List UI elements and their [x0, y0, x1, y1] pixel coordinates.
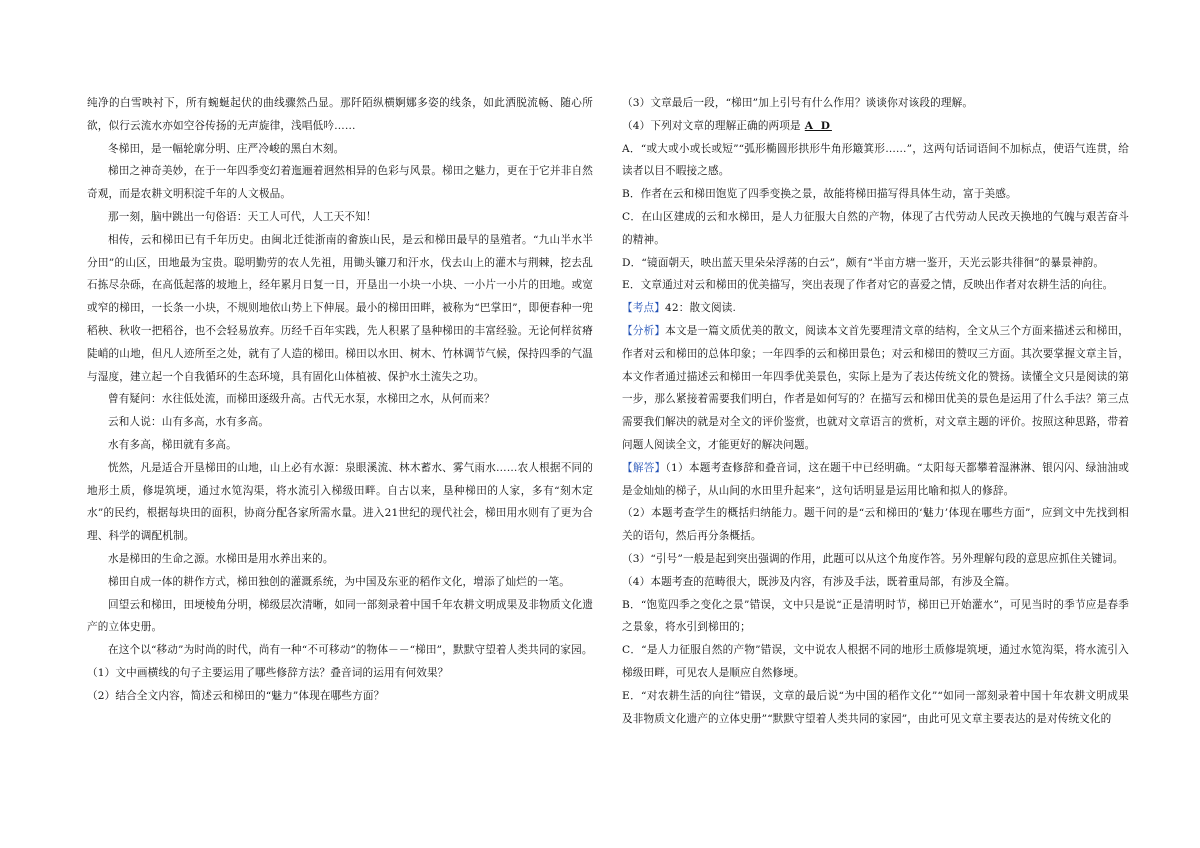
option-b: B．作者在云和梯田饱览了四季变换之景，故能将梯田描写得具体生动，富于美感。: [622, 188, 1017, 201]
paragraph: 水是梯田的生命之源。水梯田是用水养出来的。: [108, 552, 334, 565]
paragraph: 恍然，凡是适合开垦梯田的山地，山上必有水源：泉眼溪流、林木蓄水、雾气雨水……农人根据不同的地形土质，修堤筑埂，通过水笕沟渠，将水流引入梯级田畔。自古以来，垦种梯田的人家，多有“刻木定水”的民约，根据每块田的面积，协商分配各家所需水量。进入21世纪的现代社会，梯田用水则有了更为合理、科学的调配机制。: [87, 461, 593, 543]
answer-4: （4）本题考查的范畴很大，既涉及内容，有涉及手法，既着重局部，有涉及全篇。: [622, 575, 1016, 588]
question-1: （1）文中画横线的句子主要运用了哪些修辞方法？叠音词的运用有何效果？: [87, 666, 449, 679]
paragraph: 曾有疑问：水往低处流，而梯田逐级升高。古代无水泵，水梯田之水，从何而来？: [108, 393, 495, 406]
question-3: （3）文章最后一段，“梯田”加上引号有什么作用？谈谈你对该段的理解。: [622, 97, 974, 109]
answer-3: （3）“引号”一般是起到突出强调的作用，此题可以从这个角度作答。另外理解句段的意思应抓住关键词。: [622, 552, 1124, 565]
left-column: [87, 92, 593, 708]
right-column: [622, 92, 1129, 730]
option-e: E．文章通过对云和梯田的优美描写，突出表现了作者对它的喜爱之情，反映出作者对农耕生活的向往。: [622, 279, 1114, 292]
paragraph: 云和人说：山有多高，水有多高。: [108, 416, 270, 429]
paragraph: 梯田之神奇美妙，在于一年四季变幻着迤逦着迥然相异的色彩与风景。梯田之魅力，更在于它并非自然奇观，而是农耕文明积淀千年的人文极品。: [87, 165, 593, 201]
jieda-section: [622, 457, 1129, 503]
answer-4-b: B．“饱览四季之变化之景”错误，文中只是说“正是清明时节，梯田已开始灌水”，可见当时的季节应是春季之景象，将水引到梯田的；: [622, 598, 1129, 634]
paragraph: 回望云和梯田，田埂棱角分明，梯级层次清晰，如同一部刻录着中国千年农耕文明成果及非物质文化遗产的立体史册。: [87, 598, 593, 634]
kaodian-text: 42：散文阅读.: [664, 302, 737, 315]
paragraph: 冬梯田，是一幅轮廓分明、庄严冷峻的黑白木刻。: [108, 142, 345, 155]
paragraph: 纯净的白雪映衬下，所有蜿蜒起伏的曲线骤然凸显。那阡陌纵横婀娜多姿的线条，如此洒脱流畅、随心所欲，似行云流水亦如空谷传扬的无声旋律，浅唱低吟……: [87, 97, 593, 132]
jieda-text: （1）本题考查修辞和叠音词，这在题干中已经明确。“太阳每天都攀着湿淋淋、银闪闪、绿油油或是金灿灿的梯子，从山间的水田里升起来”，这句话明显是运用比喻和拟人的修辞。: [622, 461, 1130, 497]
fenxi-section: [622, 320, 1129, 457]
jieda-tag: 【解答】: [622, 461, 666, 474]
paragraph: 那一刻，脑中跳出一句俗语：天工人可代，人工天不知！: [108, 210, 377, 223]
answer-2: （2）本题考查学生的概括归纳能力。题干问的是“云和梯田的‘魅力’体现在哪些方面”，应到文中先找到相关的语句，然后再分条概括。: [622, 507, 1129, 543]
question-4: [622, 115, 1129, 138]
answer-4-e: E．“对农耕生活的向往”错误，文章的最后说“为中国的稻作文化”“如同一部刻录着中国十年农耕文明成果及非物质文化遗产的立体史册”“默默守望着人类共同的家园”，由此可见文章主要表达的是对传统文化的: [622, 689, 1129, 725]
question-4-text: （4）下列对文章的理解正确的两项是: [622, 119, 801, 132]
option-a: A．“或大或小或长或短”“弧形椭圆形拱形牛角形簸箕形……”，这两句话词语间不加标点，使语气连贯，给读者以目不暇接之感。: [622, 142, 1129, 178]
paragraph: 在这个以“移动”为时尚的时代，尚有一种“不可移动”的物体－－“梯田”，默默守望着人类共同的家园。: [108, 644, 593, 657]
option-c: C．在山区建成的云和水梯田，是人力征服大自然的产物，体现了古代劳动人民改天换地的气魄与艰苦奋斗的精神。: [622, 210, 1129, 246]
answer-4-c: C．“是人力征服自然的产物”错误，文中说农人根据不同的地形土质修堤筑埂，通过水笕沟渠，将水流引入梯级田畔，可见农人是顺应自然修埂。: [622, 644, 1129, 679]
paragraph: 水有多高，梯田就有多高。: [108, 438, 237, 451]
kaodian-section: [622, 297, 1129, 320]
fenxi-text: 本文是一篇文质优美的散文，阅读本文首先要理清文章的结构，全文从三个方面来描述云和梯田，作者对云和梯田的总体印象；一年四季的云和梯田景色；对云和梯田的赞叹三方面。其次要掌握文章主旨，本文作者通过描述云和梯田一年四季优美景色，实际上是为了表达传统文化的赞扬。读懂全文只是阅读的第一步，那么紧接着需要我们明白，作者是如何写的？在描写云和梯田优美的景色是运用了什么手法？第三点需要我们解决的就是对全文的评价鉴赏，也就对文章语言的赏析，对文章主题的评价。按照这种思路，带着问题人阅读全文，才能更好的解决问题。: [622, 324, 1129, 451]
kaodian-tag: 【考点】: [622, 302, 665, 315]
option-d: D．“镜面朝天，映出蓝天里朵朵浮荡的白云”，颇有“半亩方塘一鉴开，天光云影共徘徊”的暴景神韵。: [622, 256, 1105, 269]
answer-blank: A D: [804, 119, 832, 132]
paragraph: 梯田自成一体的耕作方式，梯田独创的灌溉系统，为中国及东亚的稻作文化，增添了灿烂的一笔。: [108, 575, 570, 588]
question-2: （2）结合全文内容，简述云和梯田的“魅力”体现在哪些方面？: [87, 689, 385, 702]
paragraph: 相传，云和梯田已有千年历史。由闽北迁徙浙南的畲族山民，是云和梯田最早的垦殖者。“九山半水半分田”的山区，田地最为宝贵。聪明勤劳的农人先祖，用锄头镰刀和汗水，伐去山上的灌木与荆棘，挖去乱石拣尽杂砾，在高低起落的坡地上，经年累月日复一日，开垦出一小块一小块、一小片一小片的田地。或宽或窄的梯田，一长条一小块，不规则地依山势上下伸展。最小的梯田田畔，被称为“巴掌田”，即便春种一兜稻秧、秋收一把稻谷，也不会轻易放弃。历经千百年实践，先人积累了垦种梯田的丰富经验。无论何样贫瘠陡峭的山地，但凡人迹所至之处，就有了人造的梯田。梯田以水田、树木、竹林调节气候，保持四季的气温与湿度，建立起一个自我循环的生态环境，具有固化山体植被、保护水土流失之功。: [87, 233, 593, 383]
fenxi-tag: 【分析】: [622, 324, 666, 337]
